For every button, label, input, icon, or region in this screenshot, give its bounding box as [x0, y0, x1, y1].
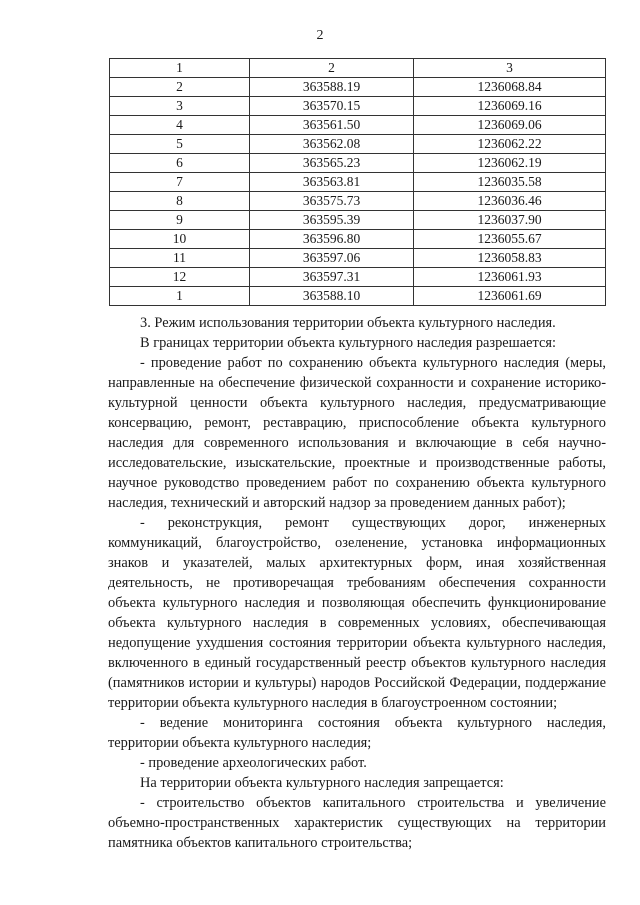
- table-cell: 8: [110, 192, 250, 211]
- table-row: [110, 135, 606, 154]
- table-cell: 1: [110, 287, 250, 306]
- table-cell: 11: [110, 249, 250, 268]
- table-row: [110, 78, 606, 97]
- table-cell: 6: [110, 154, 250, 173]
- table-cell: 1236069.16: [414, 97, 606, 116]
- table-cell: 1236036.46: [414, 192, 606, 211]
- table-row: [110, 154, 606, 173]
- paragraph: На территории объекта культурного наследия запрещается:: [140, 775, 504, 791]
- table-row: [110, 173, 606, 192]
- table-cell: 363563.81: [250, 173, 414, 192]
- table-row: [110, 287, 606, 306]
- table-row: [110, 97, 606, 116]
- table-cell: 1236062.22: [414, 135, 606, 154]
- table-cell: 7: [110, 173, 250, 192]
- section-heading: 3. Режим использования территории объекта культурного наследия.: [140, 315, 556, 331]
- table-cell: 1236037.90: [414, 211, 606, 230]
- table-cell: 363596.80: [250, 230, 414, 249]
- table-cell: 10: [110, 230, 250, 249]
- table-cell: 1236061.69: [414, 287, 606, 306]
- table-cell: 363595.39: [250, 211, 414, 230]
- page-number: 2: [316, 28, 324, 43]
- table-cell: 1236069.06: [414, 116, 606, 135]
- document-body: [108, 313, 606, 853]
- paragraph: В границах территории объекта культурного наследия разрешается:: [140, 335, 556, 351]
- table-cell: 1236062.19: [414, 154, 606, 173]
- table-cell: 363588.19: [250, 78, 414, 97]
- table-cell: 1236061.93: [414, 268, 606, 287]
- table-header-cell: 2: [250, 59, 414, 78]
- coordinates-table-body: [110, 59, 606, 306]
- list-item: - проведение археологических работ.: [140, 755, 367, 771]
- table-row: [110, 211, 606, 230]
- table-cell: 9: [110, 211, 250, 230]
- table-cell: 2: [110, 78, 250, 97]
- table-cell: 3: [110, 97, 250, 116]
- table-row: [110, 268, 606, 287]
- table-cell: 363597.31: [250, 268, 414, 287]
- list-item: - реконструкция, ремонт существующих дорог, инженерных коммуникаций, благоустройство, озеленение, установка информационных знаков и указателей, малых архитектурных форм, иная хозяйственная деятельность, не противоречащая требованиям обеспечения сохранности объекта культурного наследия и позволяющая обеспечить функционирование объекта культурного наследия в современных условиях, обеспечивающая недопущение ухудшения состояния территории объекта культурного наследия, включенного в единый государственный реестр объектов культурного наследия (памятников истории и культуры) народов Российской Федерации, поддержание территории объекта культурного наследия в благоустроенном состоянии;: [108, 515, 606, 711]
- table-row: [110, 116, 606, 135]
- list-item: - строительство объектов капитального строительства и увеличение объемно-пространственных характеристик существующих на территории памятника объектов капитального строительства;: [108, 795, 606, 851]
- list-item: - проведение работ по сохранению объекта культурного наследия (меры, направленные на обеспечение физической сохранности и сохранение историко-культурной ценности объекта культурного наследия, предусматривающие консервацию, ремонт, реставрацию, приспособление объекта культурного наследия для современного использования и включающие в себя научно-исследовательские, изыскательские, проектные и производственные работы, научное руководство проведением работ по сохранению объекта культурного наследия, технический и авторский надзор за проведением данных работ);: [108, 355, 606, 511]
- table-cell: 363597.06: [250, 249, 414, 268]
- table-cell: 363575.73: [250, 192, 414, 211]
- table-cell: 12: [110, 268, 250, 287]
- table-cell: 1236035.58: [414, 173, 606, 192]
- table-cell: 1236058.83: [414, 249, 606, 268]
- table-header-cell: 3: [414, 59, 606, 78]
- table-header-row: [110, 59, 606, 78]
- table-cell: 363565.23: [250, 154, 414, 173]
- list-item: - ведение мониторинга состояния объекта культурного наследия, территории объекта культурного наследия;: [108, 715, 606, 751]
- table-cell: 363562.08: [250, 135, 414, 154]
- table-cell: 5: [110, 135, 250, 154]
- table-cell: 363561.50: [250, 116, 414, 135]
- table-header-cell: 1: [110, 59, 250, 78]
- table-cell: 1236068.84: [414, 78, 606, 97]
- table-cell: 363588.10: [250, 287, 414, 306]
- table-cell: 1236055.67: [414, 230, 606, 249]
- table-cell: 4: [110, 116, 250, 135]
- table-row: [110, 192, 606, 211]
- coordinates-table: [109, 58, 606, 306]
- table-row: [110, 230, 606, 249]
- table-row: [110, 249, 606, 268]
- table-cell: 363570.15: [250, 97, 414, 116]
